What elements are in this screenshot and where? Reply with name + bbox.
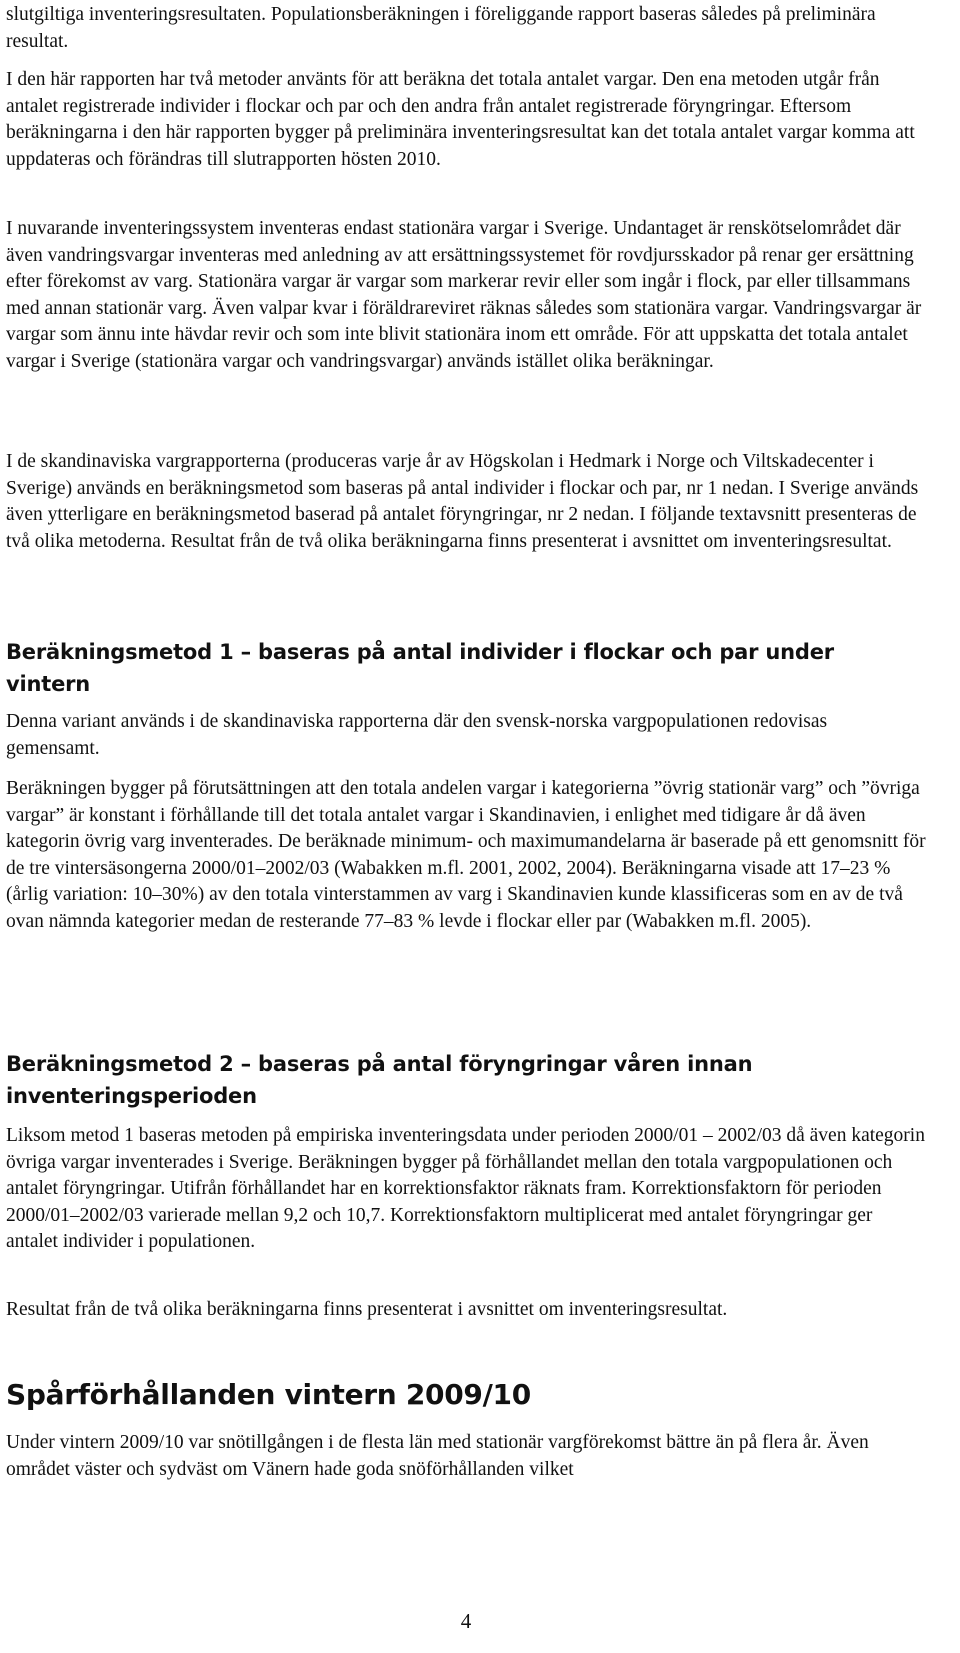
tracking-heading: Spårförhållanden vintern 2009/10 <box>6 1378 531 1411</box>
method1-paragraph-1: Denna variant används i de skandinaviska rapporterna där den svensk-norska vargpopulationen redovisas gemensamt. <box>6 711 828 759</box>
method1-paragraph-2: Beräkningen bygger på förutsättningen att den totala andelen vargar i kategorierna ”övrig stationär varg” och ”övriga vargar” är konstant i förhållande till det totala antalet vargar i Skandinavien, i enlighet med tidigare år då även kategorin övrig varg inventerades. De beräknade minimum- och maximumandelarna är baserade på ett genomsnitt för de tre vintersäsongerna 2000/01–2002/03 (Wabakken m.fl. 2001, 2002, 2004). Beräkningarna visade att 17–23 % (årlig variation: 10–30%) av den totala vinterstammen av varg i Skandinavien kunde klassificeras som en av de två ovan nämnda kategorier medan de resterande 77–83 % levde i flockar eller par (Wabakken m.fl. 2005). <box>6 778 926 932</box>
tracking-paragraph-1: Under vintern 2009/10 var snötillgången i de flesta län med stationär vargförekomst bättre än på flera år. Även området väster och sydväst om Vänern hade goda snöförhållanden vilket <box>6 1432 869 1480</box>
method2-paragraph-1: Liksom metod 1 baseras metoden på empiriska inventeringsdata under perioden 2000/01 – 2002/03 då även kategorin övriga vargar inventerades i Sverige. Beräkningen bygger på förhållandet mellan den totala vargpopulationen och antalet föryngringar. Utifrån förhållandet har en korrektionsfaktor räknats fram. Korrektionsfaktorn för perioden 2000/01–2002/03 varierade mellan 9,2 och 10,7. Korrektionsfaktorn multiplicerat med antalet föryngringar ger antalet individer i populationen. <box>6 1125 925 1253</box>
method2-paragraph-2: Resultat från de två olika beräkningarna finns presenterat i avsnittet om inventeringsresultat. <box>6 1299 728 1320</box>
intro-paragraph-3: I nuvarande inventeringssystem inventeras endast stationära vargar i Sverige. Undantaget är renskötselområdet där även vandringsvargar inventeras med anledning av att ersättningssystemet för rovdjursskador på renar ger ersättning efter förekomst av varg. Stationära vargar är vargar som markerar revir eller som ingår i flock, par eller tillsammans med annan stationär varg. Även valpar kvar i föräldrareviret räknas således som stationära vargar. Vandringsvargar är vargar som ännu inte hävdar revir och som inte blivit stationära inom ett område. För att uppskatta det totala antalet vargar i Sverige (stationära vargar och vandringsvargar) används istället olika beräkningar. <box>6 218 922 372</box>
method2-heading: Beräkningsmetod 2 – baseras på antal föryngringar våren innan inventeringsperioden <box>6 1052 753 1108</box>
intro-paragraph-4: I de skandinaviska vargrapporterna (produceras varje år av Högskolan i Hedmark i Norge och Viltskadecenter i Sverige) används en beräkningsmetod som baseras på antal individer i flockar och par, nr 1 nedan. I Sverige används även ytterligare en beräkningsmetod baserad på antalet föryngringar, nr 2 nedan. I följande textavsnitt presenteras de två olika metoderna. Resultat från de två olika beräkningarna finns presenterat i avsnittet om inventeringsresultat. <box>6 451 919 552</box>
intro-paragraph-2: I den här rapporten har två metoder använts för att beräkna det totala antalet vargar. Den ena metoden utgår från antalet registrerade individer i flockar och par och den andra från antalet registrerade föryngringar. Eftersom beräkningarna i den här rapporten bygger på preliminära inventeringsresultat kan det totala antalet vargar komma att uppdateras och förändras till slutrapporten hösten 2010. <box>6 69 915 170</box>
page-number: 4 <box>460 1609 472 1633</box>
intro-paragraph-1: slutgiltiga inventeringsresultaten. Populationsberäkningen i föreliggande rapport baseras således på preliminära resultat. <box>6 4 876 52</box>
method1-heading: Beräkningsmetod 1 – baseras på antal individer i flockar och par under vintern <box>6 640 834 696</box>
